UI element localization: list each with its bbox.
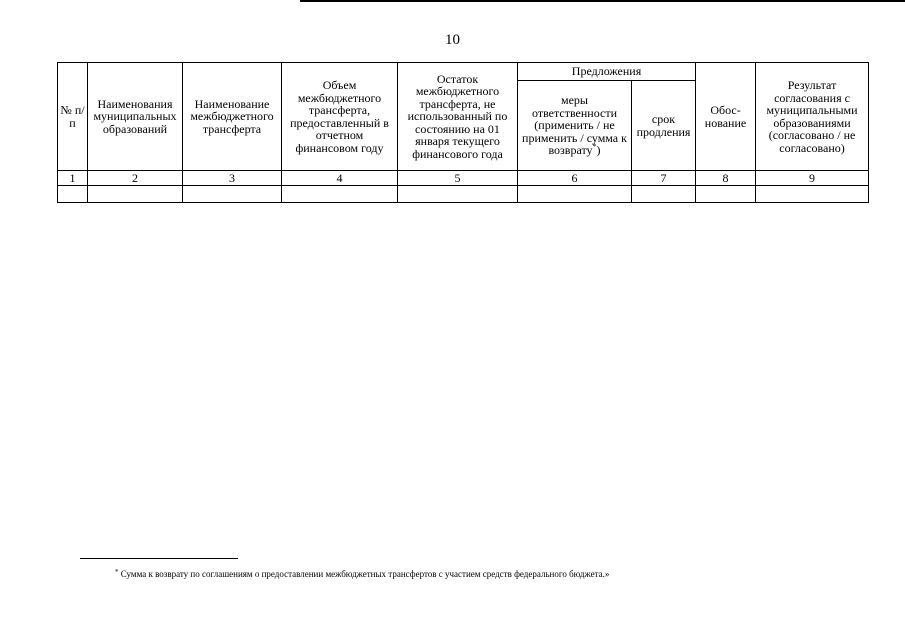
header-transfer-volume: Объем межбюджетного трансферта, предоставленный в отчетном финансовом году — [282, 63, 398, 171]
empty-cell — [88, 186, 183, 203]
header-responsibility-text: меры ответственности (применить / не применить / сумма к возврату — [522, 93, 627, 158]
header-number: № п/п — [58, 63, 88, 171]
footnote-separator — [80, 558, 238, 559]
empty-cell — [518, 186, 632, 203]
footnote-mark: * — [115, 568, 119, 576]
column-number: 8 — [696, 171, 756, 186]
header-transfer-name: Наименование межбюджетного трансферта — [183, 63, 282, 171]
footnote-text: Сумма к возврату по соглашениям о предоставлении межбюджетных трансфертов с участием средств федерального бюджета.» — [120, 569, 610, 579]
empty-cell — [756, 186, 869, 203]
column-number: 2 — [88, 171, 183, 186]
column-number: 5 — [398, 171, 518, 186]
header-justification: Обос-нование — [696, 63, 756, 171]
empty-data-row — [58, 186, 869, 203]
column-number: 3 — [183, 171, 282, 186]
header-proposals: Предложения — [518, 63, 696, 81]
column-numbers-row — [58, 171, 869, 186]
header-agreement-result: Результат согласования с муниципальными образованиями (согласовано / не согласовано) — [756, 63, 869, 171]
empty-cell — [632, 186, 696, 203]
empty-cell — [398, 186, 518, 203]
column-number: 9 — [756, 171, 869, 186]
header-municipalities: Наименования муниципальных образований — [88, 63, 183, 171]
empty-cell — [282, 186, 398, 203]
top-border-line — [300, 0, 905, 2]
column-number: 4 — [282, 171, 398, 186]
column-number: 7 — [632, 171, 696, 186]
transfer-table — [57, 62, 869, 203]
column-number: 6 — [518, 171, 632, 186]
page-number: 10 — [445, 32, 460, 48]
empty-cell — [183, 186, 282, 203]
header-responsibility-close: ) — [596, 143, 601, 158]
column-number: 1 — [58, 171, 88, 186]
header-responsibility-measures — [518, 81, 632, 171]
header-extension-term: срок продления — [632, 81, 696, 171]
empty-cell — [58, 186, 88, 203]
empty-cell — [696, 186, 756, 203]
footnote — [115, 569, 609, 579]
footnote-reference-mark: * — [592, 142, 597, 152]
header-unused-balance: Остаток межбюджетного трансферта, не использованный по состоянию на 01 января текущего финансового года — [398, 63, 518, 171]
